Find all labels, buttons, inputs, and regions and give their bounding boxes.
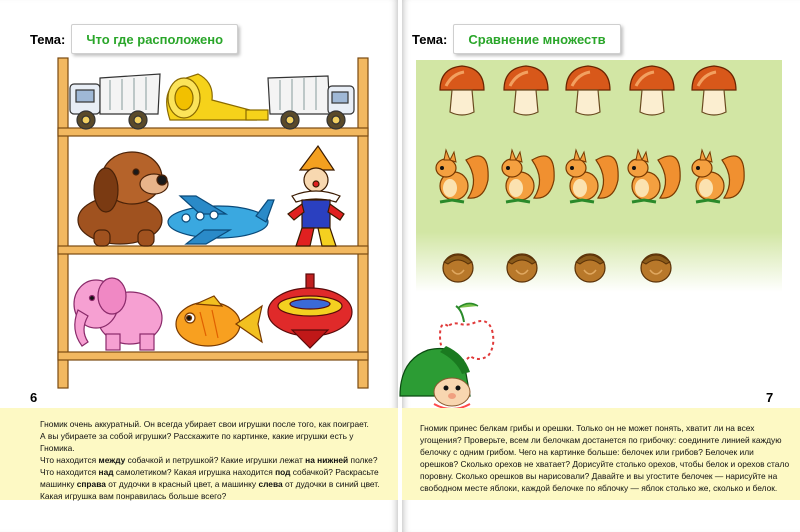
text-fragment: от дудочки в красный цвет, а машинку <box>105 479 259 489</box>
right-text-paragraph: Гномик принес белкам грибы и орешки. Только он не может понять, хватит ли на всех угощения? Проверьте, всем ли белочкам достанется по грибочку: соедините линией каждую белочку с одним грибом. Чего на картинке больше: белочек или грибов? Белочек или орешков? Сколько орехов не хватает? Дорисуйте столько орехов, чтобы белок и орехов стало поровну. Сколько орешков вы нарисовали? Давайте и вы угостите белочек — нарисуйте на свободном месте яблоки, каждой белочке по яблочку — яблок столько же, сколько и белок. <box>420 423 790 493</box>
nut-item <box>575 254 605 282</box>
mushroom-item <box>692 66 736 115</box>
left-text-line <box>40 466 388 478</box>
text-fragment: Что находится <box>40 455 99 465</box>
page-number-right: 7 <box>766 390 774 405</box>
left-text-line <box>40 454 388 466</box>
mushroom-item <box>504 66 548 115</box>
text-fragment: Что находится <box>40 467 99 477</box>
text-fragment: собачкой? Раскрасьте <box>290 467 379 477</box>
text-bold: под <box>275 467 291 477</box>
text-fragment: А вы убираете за собой игрушки? Расскажите по картинке, какие игрушки есть у Гномика. <box>40 431 354 453</box>
text-bold: слева <box>258 479 283 489</box>
squirrel-item <box>436 150 488 202</box>
squirrel-item <box>692 150 744 202</box>
theme-title: Сравнение множеств <box>453 24 620 54</box>
text-bold: на нижней <box>305 455 349 465</box>
page-number-left: 6 <box>30 390 38 405</box>
left-text-line <box>40 430 388 454</box>
text-fragment: Гномик очень аккуратный. Он всегда убирает свои игрушки после того, как поиграет. <box>40 419 369 429</box>
text-fragment: собачкой и петрушкой? Какие игрушки лежат <box>125 455 306 465</box>
text-bold: между <box>98 455 126 465</box>
squirrel-item <box>502 150 554 202</box>
nut-item <box>443 254 473 282</box>
text-fragment: Какая игрушка вам понравилась больше всего? <box>40 491 227 501</box>
text-fragment: самолетиком? Какая игрушка находится <box>113 467 276 477</box>
left-text-line <box>40 490 388 502</box>
left-text-block <box>0 408 398 500</box>
gnome-character <box>400 346 470 409</box>
theme-title: Что где расположено <box>71 24 238 54</box>
text-fragment: машинку <box>40 479 77 489</box>
squirrel-row <box>436 150 744 202</box>
left-text-line <box>40 478 388 490</box>
theme-label: Тема: <box>30 31 66 47</box>
right-text-block <box>402 408 800 500</box>
mushroom-item <box>566 66 610 115</box>
mushroom-item <box>440 66 484 115</box>
mushroom-item <box>630 66 674 115</box>
text-bold: над <box>98 467 114 477</box>
nut-item <box>641 254 671 282</box>
squirrel-item <box>628 150 680 202</box>
theme-label: Тема: <box>412 31 448 47</box>
text-fragment: от дудочки в синий цвет. <box>282 479 380 489</box>
mushroom-row <box>440 66 736 115</box>
squirrel-item <box>566 150 618 202</box>
text-fragment: полке? <box>348 455 378 465</box>
nut-row <box>443 254 671 282</box>
nut-item <box>507 254 537 282</box>
text-bold: справа <box>76 479 106 489</box>
